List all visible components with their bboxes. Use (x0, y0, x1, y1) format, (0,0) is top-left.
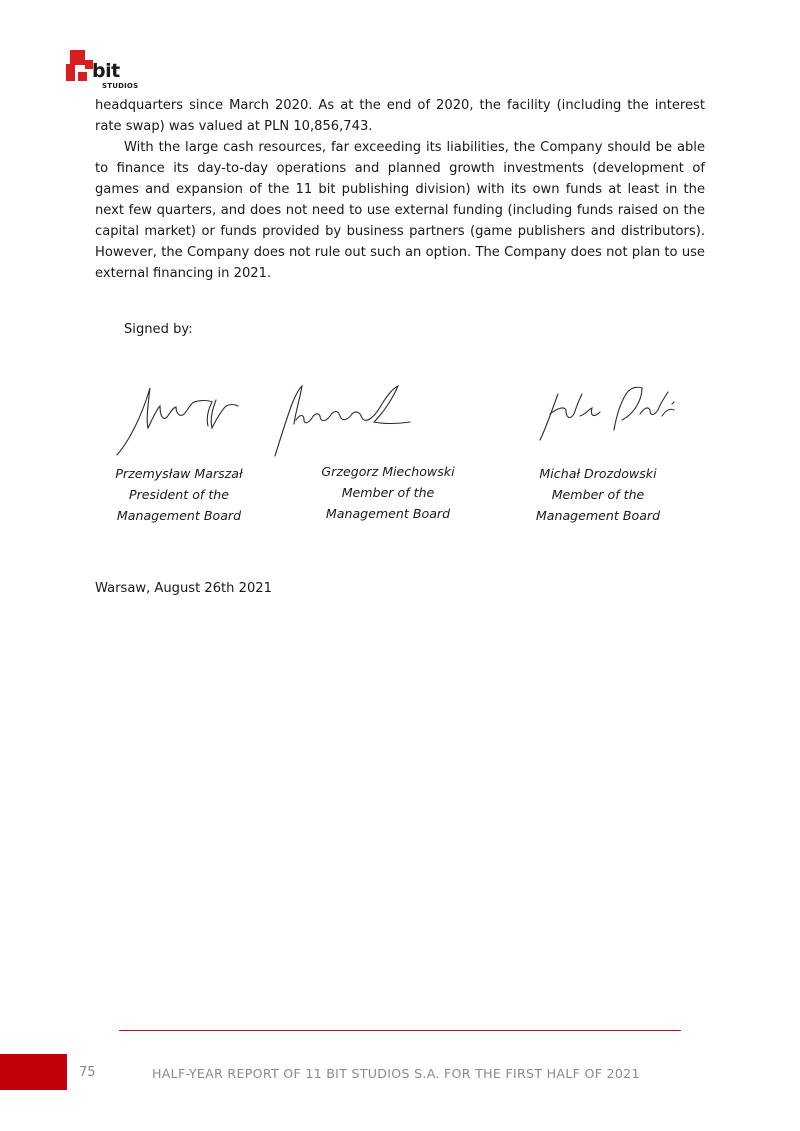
page-number: 75 (79, 1065, 96, 1080)
body-text (95, 95, 705, 284)
signatory-role: Member of the (551, 487, 645, 502)
signatory-role: President of the (128, 487, 230, 502)
signatory-miechowski (288, 461, 488, 524)
signatory-marszal (79, 463, 279, 526)
paragraph-continuation: headquarters since March 2020. As at the end of 2020, the facility (including the interest rate swap) was valued at PLN 10,856,743. (95, 98, 705, 134)
signed-by-label: Signed by: (124, 322, 193, 337)
footer-divider (119, 1030, 681, 1031)
signatory-drozdowski (498, 463, 698, 526)
signatory-name: Przemysław Marszał (115, 466, 243, 481)
paragraph-financing: With the large cash resources, far exceeding its liabilities, the Company should be able to finance its day-to-day operations and planned growth investments (development of games and expansion of the 11 bit publishing division) with its own funds at least in the next few quarters, and does not need to use external funding (including funds raised on the capital market) or funds provided by business partners (game publishers and distributors). However, the Company does not rule out such an option. The Company does not plan to use external financing in 2021. (95, 140, 705, 281)
signatory-name: Michał Drozdowski (539, 466, 657, 481)
signatory-role: Member of the (341, 485, 435, 500)
signature-miechowski (270, 380, 420, 460)
place-and-date: Warsaw, August 26th 2021 (95, 581, 272, 596)
logo-sub-text: STUDIOS (102, 82, 139, 90)
signature-marszal (112, 380, 247, 460)
logo-brand-text: bit (92, 60, 120, 82)
signatory-name: Grzegorz Miechowski (321, 464, 455, 479)
signatory-role: Management Board (325, 506, 451, 521)
footer-title: HALF-YEAR REPORT OF 11 BIT STUDIOS S.A. FOR THE FIRST HALF OF 2021 (152, 1066, 640, 1081)
footer-accent-block (0, 1054, 67, 1090)
signatory-role: Management Board (116, 508, 242, 523)
signatory-role: Management Board (535, 508, 661, 523)
signature-drozdowski (530, 380, 685, 450)
